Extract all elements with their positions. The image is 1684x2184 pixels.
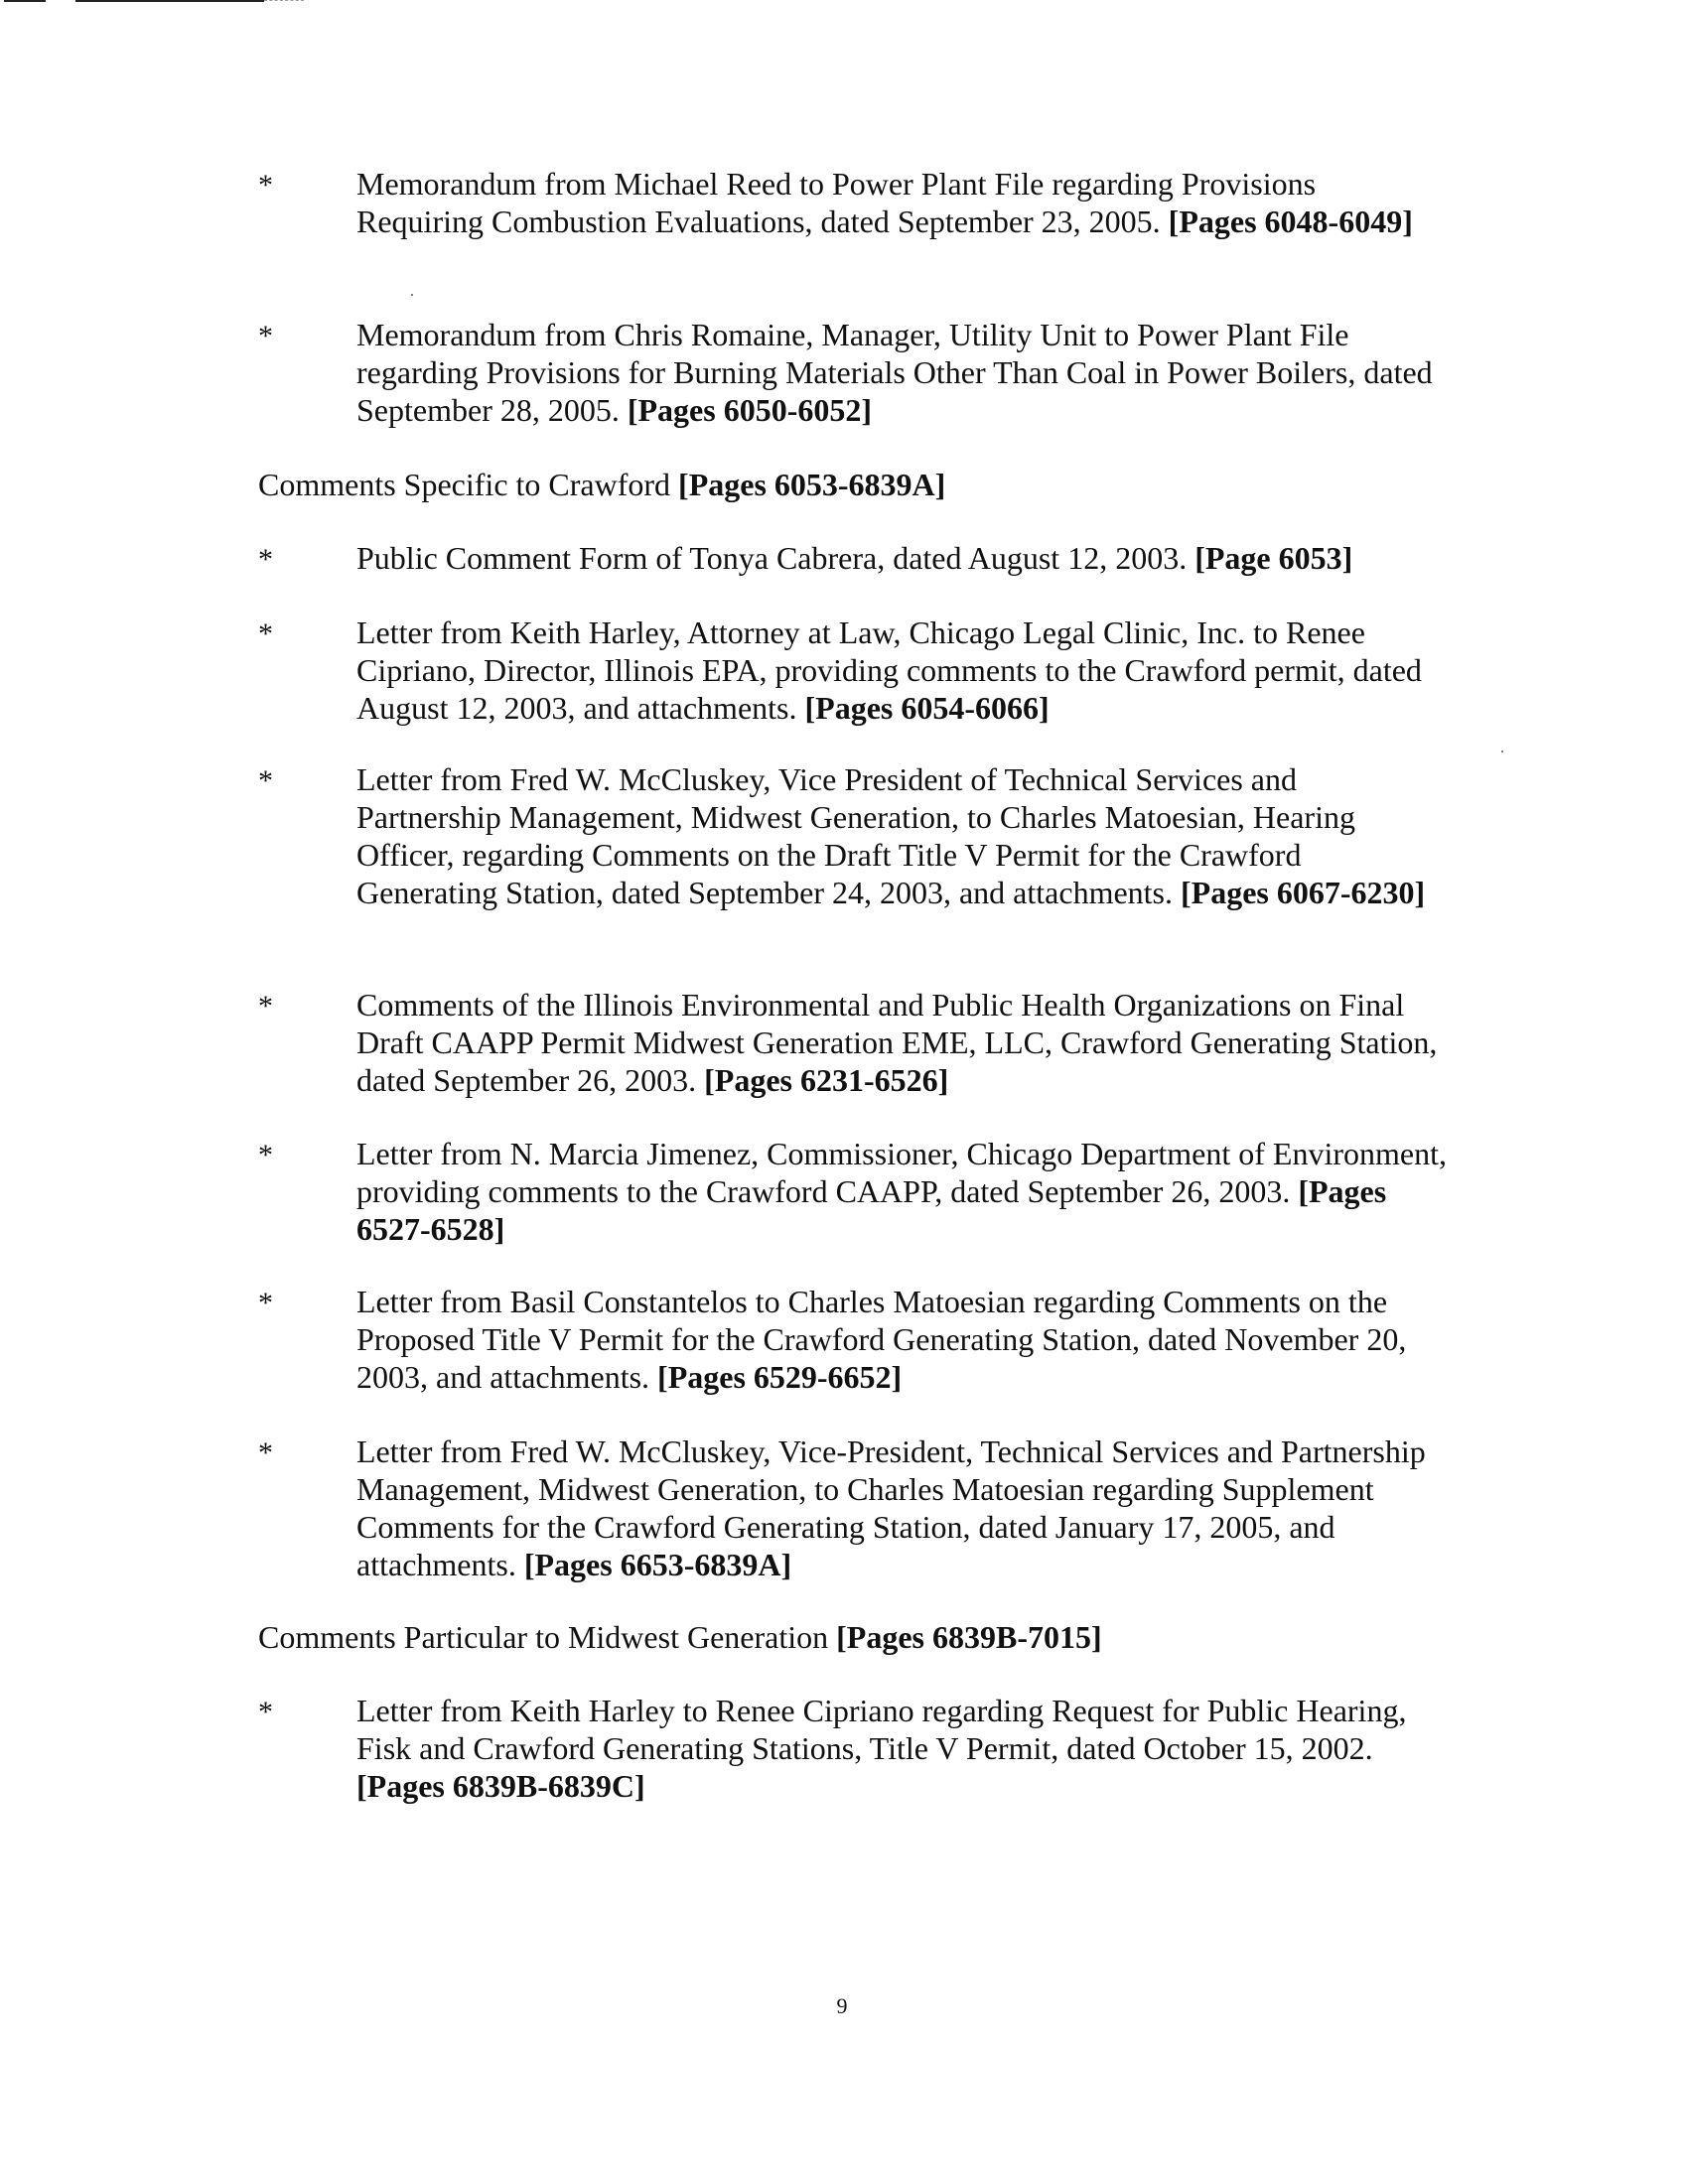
entry-description: Letter from Fred W. McCluskey, Vice-President, Technical Services and Partnership Management, Midwest Generation, to Charles Matoesian regarding Supplement Comments for the Crawford Generating Station, dated January 17, 2005, and attachments.: [356, 1433, 1426, 1582]
entry-text: [356, 986, 1449, 1099]
list-item: [258, 539, 1450, 577]
page-reference: [Pages 6527-6528]: [356, 1173, 1387, 1247]
entry-text: [356, 1283, 1449, 1396]
list-item: [258, 316, 1450, 429]
entry-description: Letter from Keith Harley, Attorney at Law, Chicago Legal Clinic, Inc. to Renee Cipriano, Director, Illinois EPA, providing comments to the Crawford permit, dated August 12, 2003, and attachments.: [356, 614, 1422, 726]
page-reference: [Pages 6529-6652]: [657, 1359, 903, 1395]
scan-speck: [411, 294, 413, 296]
list-item: [258, 1433, 1450, 1583]
section-page-reference: [Pages 6053-6839A]: [678, 467, 946, 502]
bullet-marker: *: [258, 764, 273, 797]
list-item: [258, 165, 1450, 240]
bullet-marker: *: [258, 1139, 273, 1171]
page-reference: [Pages 6231-6526]: [704, 1062, 949, 1098]
entry-text: [356, 1135, 1449, 1248]
entry-description: Letter from Basil Constantelos to Charles Matoesian regarding Comments on the Proposed Title V Permit for the Crawford Generating Station, dated November 20, 2003, and attachments.: [356, 1284, 1407, 1395]
section-page-reference: [Pages 6839B-7015]: [836, 1619, 1102, 1655]
page-reference: [Pages 6839B-6839C]: [356, 1768, 645, 1804]
bullet-marker: *: [258, 543, 273, 576]
entry-description: Memorandum from Chris Romaine, Manager, Utility Unit to Power Plant File regarding Provisions for Burning Materials Other Than Coal in Power Boilers, dated September 28, 2005.: [356, 317, 1433, 428]
entry-description: Public Comment Form of Tonya Cabrera, dated August 12, 2003.: [356, 540, 1188, 576]
entry-text: [356, 539, 1449, 577]
bullet-marker: *: [258, 1696, 273, 1728]
page-number: 9: [836, 1993, 848, 2018]
page-reference: [Pages 6050-6052]: [627, 392, 873, 428]
bullet-marker: *: [258, 1436, 273, 1469]
entry-text: [356, 614, 1449, 727]
list-item: [258, 1135, 1450, 1248]
page-reference: [Pages 6067-6230]: [1181, 875, 1426, 910]
entry-text: [356, 165, 1449, 240]
bullet-marker: *: [258, 320, 273, 352]
page-reference: [Pages 6653-6839A]: [523, 1547, 792, 1582]
list-item: [258, 1283, 1450, 1396]
entry-description: Comments of the Illinois Environmental and Public Health Organizations on Final Draft CAAPP Permit Midwest Generation EME, LLC, Crawford Generating Station, dated September 26, 2003.: [356, 987, 1438, 1098]
entry-description: Letter from N. Marcia Jimenez, Commissioner, Chicago Department of Environment, providing comments to the Crawford CAAPP, dated September 26, 2003.: [356, 1136, 1447, 1209]
bullet-marker: *: [258, 169, 273, 202]
bullet-marker: *: [258, 617, 273, 650]
entry-text: [356, 316, 1449, 429]
page-reference: [Pages 6048-6049]: [1168, 204, 1413, 239]
bullet-marker: *: [258, 1287, 273, 1319]
section-heading-text: Comments Particular to Midwest Generation: [258, 1619, 829, 1655]
entry-text: [356, 1433, 1449, 1583]
list-item: [258, 760, 1450, 911]
entry-description: Letter from Fred W. McCluskey, Vice President of Technical Services and Partnership Management, Midwest Generation, to Charles Matoesian, Hearing Officer, regarding Comments on the Draft Title V Permit for the Crawford Generating Station, dated September 24, 2003, and attachments.: [356, 761, 1355, 910]
section-heading: [258, 466, 945, 503]
bullet-marker: *: [258, 990, 273, 1023]
entry-text: [356, 1692, 1449, 1805]
list-item: [258, 614, 1450, 727]
entry-description: Letter from Keith Harley to Renee Cipriano regarding Request for Public Hearing, Fisk and Crawford Generating Stations, Title V Permit, dated October 15, 2002.: [356, 1693, 1407, 1766]
scan-speck: [1501, 751, 1503, 752]
list-item: [258, 986, 1450, 1099]
entry-text: [356, 760, 1449, 911]
section-heading: [258, 1618, 1102, 1656]
entry-description: Memorandum from Michael Reed to Power Plant File regarding Provisions Requiring Combustion Evaluations, dated September 23, 2005.: [356, 166, 1317, 239]
section-heading-text: Comments Specific to Crawford: [258, 467, 671, 502]
page-reference: [Pages 6054-6066]: [804, 690, 1050, 726]
page-reference: [Page 6053]: [1194, 540, 1353, 576]
list-item: [258, 1692, 1450, 1805]
